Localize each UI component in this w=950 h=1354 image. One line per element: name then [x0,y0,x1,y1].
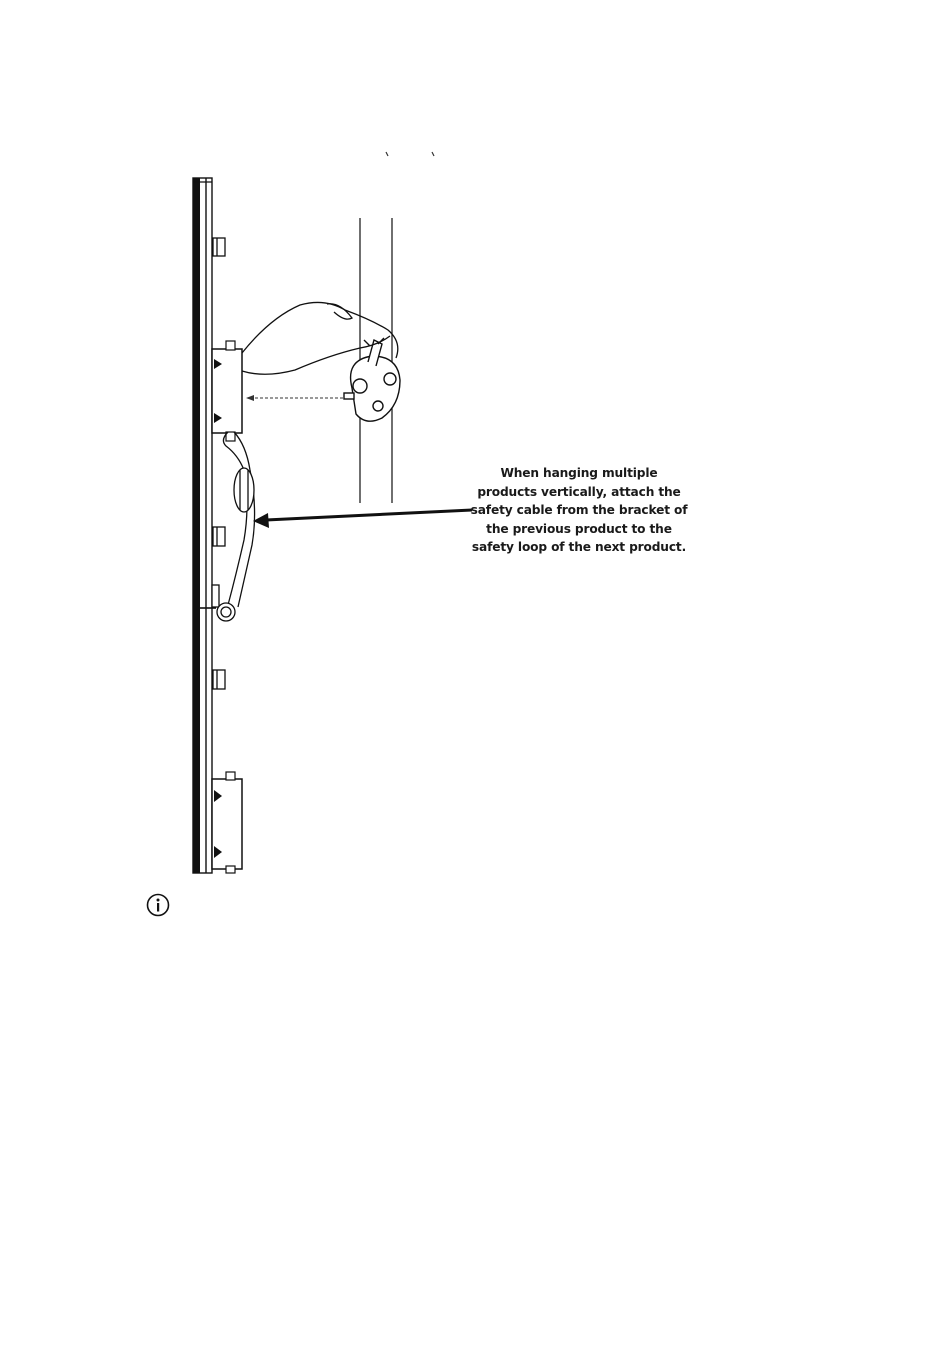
callout-line-1: When hanging multiple [500,466,658,480]
lower-bracket [212,772,242,873]
top-marks [386,152,434,156]
callout-text [466,464,692,557]
callout-arrow [253,510,472,528]
callout-line-2: products vertically, attach the [477,484,681,499]
mount-dashed-arrow [246,395,343,401]
panel-tabs [212,238,225,689]
led-panel-side [193,178,216,873]
upper-bracket [212,341,242,441]
callout-line-4: the previous product to the [486,521,672,536]
callout-line-5: safety loop of the next product. [471,540,687,555]
info-circle-icon [146,893,170,917]
callout-line-3: safety cable from the bracket of [470,503,688,518]
